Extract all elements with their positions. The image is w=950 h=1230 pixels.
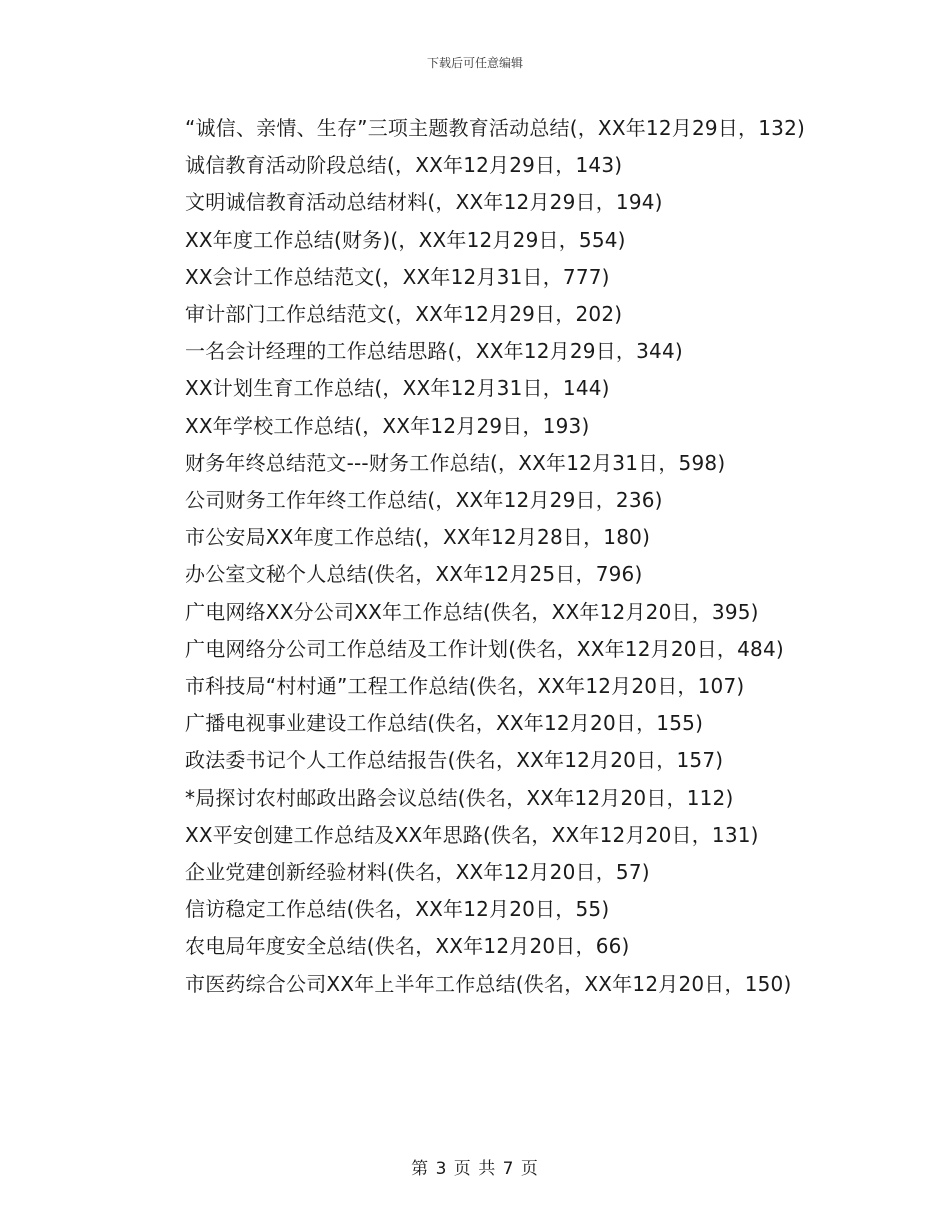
page-footer [0,1154,950,1179]
list-item: 财务年终总结范文---财务工作总结(，XX年12月31日，598) [185,450,726,475]
list-item: 文明诚信教育活动总结材料(，XX年12月29日，194) [185,190,663,215]
list-item: XX年度工作总结(财务)(，XX年12月29日，554) [185,227,626,252]
list-item: 企业党建创新经验材料(佚名，XX年12月20日，57) [185,860,650,885]
page-label-prefix: 第 [411,1159,430,1179]
page-header: 下载后可任意编辑 [426,56,523,70]
list-item: 审计部门工作总结范文(，XX年12月29日，202) [185,302,623,327]
list-item: 广播电视事业建设工作总结(佚名，XX年12月20日，155) [185,711,704,736]
list-item: 办公室文秘个人总结(佚名，XX年12月25日，796) [185,562,643,587]
total-pages-number: 7 [502,1159,515,1179]
list-item: 广电网络XX分公司XX年工作总结(佚名，XX年12月20日，395) [185,599,759,624]
list-item: 市科技局“村村通”工程工作总结(佚名，XX年12月20日，107) [185,674,745,699]
list-item: XX会计工作总结范文(，XX年12月31日，777) [185,264,610,289]
list-item: 公司财务工作年终工作总结(，XX年12月29日，236) [185,488,663,513]
document-body [141,110,821,1003]
list-item: 一名会计经理的工作总结思路(，XX年12月29日，344) [185,339,683,364]
current-page-number: 3 [435,1159,448,1179]
page-label-mid: 页 共 [453,1159,497,1179]
list-item: 诚信教育活动阶段总结(，XX年12月29日，143) [185,153,623,178]
list-item: 政法委书记个人工作总结报告(佚名，XX年12月20日，157) [185,748,724,773]
list-item: 广电网络分公司工作总结及工作计划(佚名，XX年12月20日，484) [185,636,784,661]
list-item: “诚信、亲情、生存”三项主题教育活动总结(，XX年12月29日，132) [185,116,806,140]
list-item: 市公安局XX年度工作总结(，XX年12月28日，180) [185,525,651,550]
list-item: *局探讨农村邮政出路会议总结(佚名，XX年12月20日，112) [185,785,734,810]
list-item: 农电局年度安全总结(佚名，XX年12月20日，66) [185,934,630,959]
list-item: XX平安创建工作总结及XX年思路(佚名，XX年12月20日，131) [185,822,759,847]
list-item: XX年学校工作总结(，XX年12月29日，193) [185,413,590,438]
list-item: 信访稳定工作总结(佚名，XX年12月20日，55) [185,897,610,922]
page-label-suffix: 页 [520,1159,539,1179]
list-item: 市医药综合公司XX年上半年工作总结(佚名，XX年12月20日，150) [185,971,792,996]
list-item: XX计划生育工作总结(，XX年12月31日，144) [185,376,610,401]
